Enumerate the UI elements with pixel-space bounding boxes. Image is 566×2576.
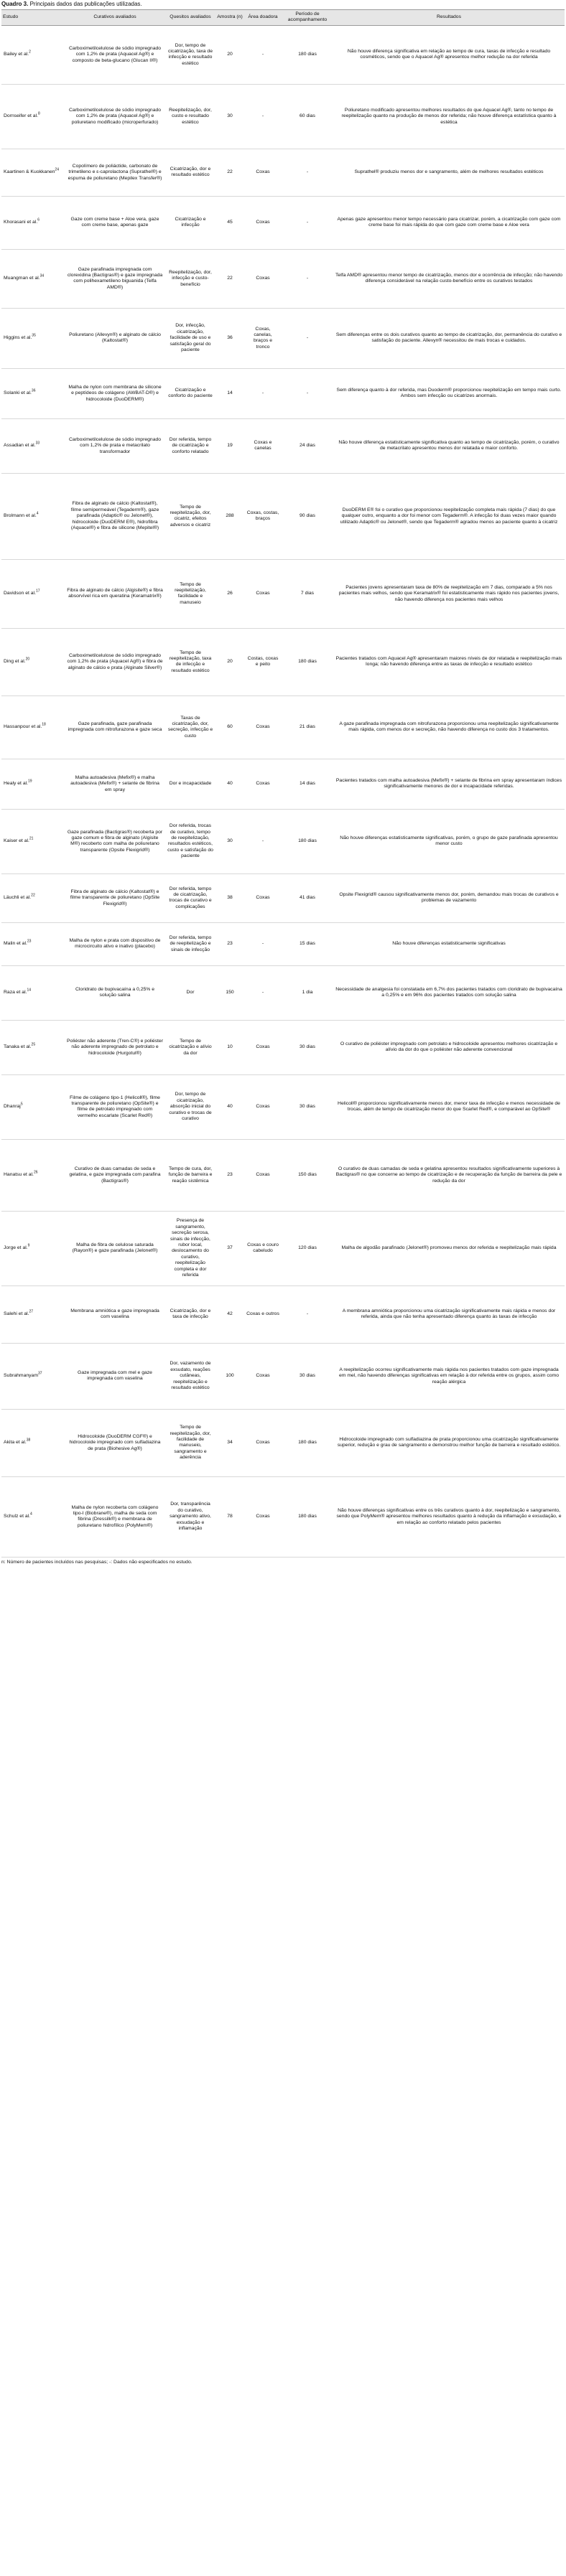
- cell-sample: 38: [215, 874, 244, 922]
- cell-criteria: Reepitelização, dor, custo e resultado estético: [165, 84, 215, 149]
- table-row: [1, 473, 565, 559]
- cell-dressings: Copolímero de poliáctide, carbonato de trimetileno e ε-caprolactona (Suprathel®) e espuma de poliuretano (Mepilex Transfer®): [65, 149, 165, 196]
- cell-sample: 34: [215, 1409, 244, 1476]
- cell-sample: 36: [215, 308, 244, 368]
- table-row: [1, 1020, 565, 1074]
- cell-study: [1, 874, 65, 922]
- cell-dressings: Carboximetilcelulose de sódio impregnado com 1,2% de prata (Aquacel Ag®) e composto de beta-glucano (Glucan II®): [65, 25, 165, 84]
- cell-sample: 37: [215, 1211, 244, 1285]
- cell-study: [1, 1020, 65, 1074]
- cell-period: 1 dia: [282, 965, 333, 1020]
- study-name: Akita et al.: [4, 1440, 27, 1446]
- cell-donor-area: Coxas: [244, 249, 282, 308]
- cell-study: [1, 809, 65, 874]
- cell-results: A membrana amniótica proporcionou uma cicatrização significativamente mais rápida e menos dor referida, ainda que não tenha apresentado diferença quanto às taxas de infecção: [333, 1285, 565, 1343]
- cell-dressings: Fibra de alginato de cálcio (Kaltostat®) e filme transparente de poliuretano (OpSite Flexigrid®): [65, 874, 165, 922]
- cell-criteria: Dor, infecção, cicatrização, facilidade de uso e satisfação geral do paciente: [165, 308, 215, 368]
- caption-text: Principais dados das publicações utilizadas.: [28, 1, 142, 7]
- study-name: Bailey et al.: [4, 52, 29, 57]
- study-ref: 36: [31, 388, 36, 393]
- study-name: Dornseifer et al.: [4, 113, 38, 119]
- cell-period: 90 dias: [282, 473, 333, 559]
- cell-period: 41 dias: [282, 874, 333, 922]
- table-row: [1, 308, 565, 368]
- header-study: Estudo: [1, 10, 65, 26]
- cell-study: [1, 559, 65, 628]
- cell-results: Helicoll® proporcionou significativamente menos dor, menor taxa de infecção e menos necessidade de trocas, além de tempo de cicatrização menor do que Scarlet Red®, e comparável ao OpSite®: [333, 1074, 565, 1139]
- cell-period: 30 dias: [282, 1074, 333, 1139]
- cell-period: 14 dias: [282, 759, 333, 809]
- header-results: Resultados: [333, 10, 565, 26]
- table-row: [1, 1074, 565, 1139]
- cell-sample: 40: [215, 759, 244, 809]
- cell-sample: 14: [215, 368, 244, 418]
- study-ref: 35: [32, 333, 36, 338]
- cell-results: A gaze parafinada impregnada com nitrofurazona proporcionou uma reepitelização significativamente mais rápida, com menos dor e secreção, não havendo diferença no custo dos 3 tratamentos.: [333, 695, 565, 759]
- cell-period: 30 dias: [282, 1020, 333, 1074]
- cell-criteria: Dor referida, tempo de cicatrização e conforto relatado: [165, 418, 215, 473]
- cell-donor-area: Coxas: [244, 1476, 282, 1557]
- cell-period: 24 dias: [282, 418, 333, 473]
- cell-criteria: Reepitelização, dor, infecção e custo-benefício: [165, 249, 215, 308]
- cell-results: Pacientes tratados com Aquacel Ag® apresentaram maiores níveis de dor relatada e reepitelização mais longa; não havendo diferença entre as taxas de infecção e resultado estético: [333, 628, 565, 695]
- cell-period: -: [282, 1285, 333, 1343]
- cell-donor-area: Coxas: [244, 1139, 282, 1211]
- cell-donor-area: Coxas: [244, 1409, 282, 1476]
- study-ref: 26: [33, 1170, 38, 1175]
- cell-dressings: Malha de nylon e prata com dispositivo de microcircuito ativo e inativo (placebo): [65, 922, 165, 965]
- cell-period: 150 dias: [282, 1139, 333, 1211]
- cell-study: [1, 368, 65, 418]
- cell-period: 21 dias: [282, 695, 333, 759]
- cell-results: Pacientes tratados com malha autoadesiva (Mefix®) + selante de fibrina em spray apresentaram índices significativamente menores de dor e incapacidade referidas.: [333, 759, 565, 809]
- cell-dressings: Gaze parafinada (Bactigras®) recoberta por gaze comum e fibra de alginato (Algisite M®) recoberto com malha de poliuretano transparente (Opsite Flexigrid®): [65, 809, 165, 874]
- cell-results: Sem diferença quanto à dor referida, mas Duoderm® proporcionou reepitelização em tempo mais curto. Ambos sem infecção ou cicatrizes anormais.: [333, 368, 565, 418]
- cell-criteria: Tempo de reepitelização, dor, facilidade de manuseio, sangramento e aderência: [165, 1409, 215, 1476]
- table-row: [1, 559, 565, 628]
- cell-dressings: Carboximetilcelulose de sódio impregnado com 1,2% de prata e metacrilato transformador: [65, 418, 165, 473]
- cell-dressings: Gaze parafinada impregnada com clorexidina (Bactigras®) e gaze impregnada com polihexametileno biguanida (Telfa AMD®): [65, 249, 165, 308]
- cell-sample: 22: [215, 149, 244, 196]
- cell-sample: 23: [215, 1139, 244, 1211]
- cell-sample: 30: [215, 809, 244, 874]
- cell-results: O curativo de poliéster impregnado com petrolato e hidrocoloide apresentou melhores cicatrização e alívio da dor do que o poliéster não aderente convencional: [333, 1020, 565, 1074]
- study-name: Assadian et al.: [4, 443, 36, 449]
- study-ref: 2: [29, 50, 31, 55]
- cell-sample: 22: [215, 249, 244, 308]
- cell-donor-area: Coxas: [244, 149, 282, 196]
- cell-results: Apenas gaze apresentou menor tempo necessário para cicatrizar, porém, a cicatrização com gaze com creme base foi mais rápida do que com gaze com creme base e Aloe vera: [333, 196, 565, 249]
- cell-period: -: [282, 149, 333, 196]
- cell-criteria: Dor, tempo de cicatrização, taxa de infecção e resultado estético: [165, 25, 215, 84]
- cell-criteria: Tempo de reepitelização, taxa de infecção e resultado estético: [165, 628, 215, 695]
- table-row: [1, 196, 565, 249]
- cell-dressings: Filme de colágeno tipo-1 (Helicoll®), filme transparente de poliuretano (OpSite®) e filme de petrolato impregnado com vermelho escarlate (Scarlet Red®): [65, 1074, 165, 1139]
- table-row: [1, 84, 565, 149]
- cell-criteria: Dor, tempo de cicatrização, absorção inicial do curativo e trocas de curativo: [165, 1074, 215, 1139]
- cell-results: Opsite Flexigrid® causou significativamente menos dor, porém, demandou mais trocas de curativos e problemas de vazamento: [333, 874, 565, 922]
- study-name: Jorge et al.: [4, 1245, 28, 1251]
- cell-results: Não houve diferenças estatisticamente significativas, porém, o grupo de gaze parafinada apresentou menor custo: [333, 809, 565, 874]
- table-row: [1, 25, 565, 84]
- header-criteria: Quesitos avaliados: [165, 10, 215, 26]
- cell-study: [1, 1409, 65, 1476]
- header-sample: Amostra (n): [215, 10, 244, 26]
- cell-dressings: Poliéster não aderente (Tren-C®) e poliéster não aderente impregnado de petrolato e hidrocoloide (Hurgotul®): [65, 1020, 165, 1074]
- cell-sample: 150: [215, 965, 244, 1020]
- cell-results: Não houve diferenças significativas entre os três curativos quanto à dor, reepitelização e sangramento, sendo que PolyMem® apresentou melhores resultados quanto à redução da inflamação e exsudação, e em relação ao conforto relatado pelos pacientes: [333, 1476, 565, 1557]
- cell-results: Não houve diferença significativa em relação ao tempo de cura, taxas de infecção e resultado cosméticos, sendo que o Aquacel Ag® apresentou melhor redução na dor referida: [333, 25, 565, 84]
- header-period: Período de acompanhamento: [282, 10, 333, 26]
- table-body: [1, 25, 565, 1557]
- cell-period: 180 dias: [282, 1476, 333, 1557]
- study-name: Malin et al.: [4, 941, 27, 947]
- cell-study: [1, 84, 65, 149]
- cell-study: [1, 249, 65, 308]
- study-ref: 24: [55, 167, 59, 172]
- cell-period: 180 dias: [282, 628, 333, 695]
- study-name: Higgins et al.: [4, 335, 32, 341]
- table-caption: [1, 0, 565, 9]
- study-name: Hassanpour et al.: [4, 724, 42, 730]
- cell-results: Sem diferenças entre os dois curativos quanto ao tempo de cicatrização, dor, permanência do curativo e satisfação do paciente. Allevyn® necessitou de mais trocas e cuidados.: [333, 308, 565, 368]
- table-row: [1, 922, 565, 965]
- table-row: [1, 249, 565, 308]
- cell-criteria: Presença de sangramento, secreção serosa, sinais de infecção, rubor local, deslocamento do curativo, reepitelização completa e dor referida: [165, 1211, 215, 1285]
- cell-dressings: Poliuretano (Allevyn®) e alginato de cálcio (Kaltostat®): [65, 308, 165, 368]
- study-ref: 19: [28, 779, 32, 784]
- cell-results: Não houve diferença estatisticamente significativa quanto ao tempo de cicatrização, porém, o curativo de metacrilato apresentou menos dor relatada e maior conforto.: [333, 418, 565, 473]
- cell-donor-area: Coxas: [244, 874, 282, 922]
- cell-dressings: Cloridrato de bupivacaína a 0,25% e solução salina: [65, 965, 165, 1020]
- study-ref: 37: [37, 1371, 42, 1376]
- cell-sample: 288: [215, 473, 244, 559]
- cell-period: 7 dias: [282, 559, 333, 628]
- study-ref: 22: [31, 893, 35, 898]
- study-name: Khorasani et al.: [4, 220, 38, 225]
- cell-criteria: Tempo de reepitelização, facilidade e manuseio: [165, 559, 215, 628]
- cell-study: [1, 418, 65, 473]
- study-name: Subrahmanyam: [4, 1373, 38, 1379]
- study-name: Kaartinen & Kuokkanen: [4, 169, 55, 175]
- cell-dressings: Membrana amniótica e gaze impregnada com vaselina: [65, 1285, 165, 1343]
- cell-dressings: Curativo de duas camadas de seda e gelatina, e gaze impregnada com parafina (Bactigras®): [65, 1139, 165, 1211]
- study-ref: 4: [30, 1512, 32, 1517]
- cell-donor-area: -: [244, 368, 282, 418]
- cell-donor-area: Coxas: [244, 196, 282, 249]
- cell-criteria: Cicatrização, dor e resultado estético: [165, 149, 215, 196]
- cell-dressings: Malha de nylon recoberta com colágeno tipo-I (Biobrane®), malha de seda com fibrina (Dressilk®) e membrana de poliuretano hidrofílico (PolyMem®): [65, 1476, 165, 1557]
- study-ref: 9: [27, 1243, 30, 1248]
- cell-period: 120 dias: [282, 1211, 333, 1285]
- table-row: [1, 368, 565, 418]
- cell-criteria: Cicatrização, dor e taxa de infecção: [165, 1285, 215, 1343]
- cell-results: Hidrocoloide impregnado com sulfadiazina de prata proporcionou uma cicatrização significativamente superior, redução e grau de sangramento e demonstrou melhor função de barreira e resultado estético.: [333, 1409, 565, 1476]
- table-row: [1, 1409, 565, 1476]
- cell-criteria: Dor referida, tempo de cicatrização, trocas de curativo e complicações: [165, 874, 215, 922]
- cell-results: A reepitelização ocorreu significativamente mais rápida nos pacientes tratados com gaze impregnada em mel, não havendo diferenças significativas em relação à dor referida entre os grupos, assim como reação alérgica: [333, 1343, 565, 1409]
- study-ref: 17: [35, 589, 40, 594]
- cell-donor-area: -: [244, 84, 282, 149]
- study-name: Tanaka et al.: [4, 1044, 32, 1050]
- cell-study: [1, 1343, 65, 1409]
- cell-donor-area: -: [244, 965, 282, 1020]
- cell-sample: 20: [215, 628, 244, 695]
- table-row: [1, 1476, 565, 1557]
- cell-donor-area: Coxas: [244, 1074, 282, 1139]
- cell-study: [1, 1211, 65, 1285]
- study-ref: 8: [37, 111, 40, 116]
- study-name: Healy et al.: [4, 781, 29, 787]
- cell-sample: 23: [215, 922, 244, 965]
- cell-criteria: Cicatrização e conforto do paciente: [165, 368, 215, 418]
- study-ref: 18: [42, 722, 46, 727]
- cell-donor-area: -: [244, 25, 282, 84]
- cell-dressings: Carboximetilcelulose de sódio impregnado com 1,2% de prata (Aquacel Ag®) e fibra de alginato de cálcio e prata (Alginate Silver®): [65, 628, 165, 695]
- cell-period: -: [282, 196, 333, 249]
- cell-study: [1, 1074, 65, 1139]
- cell-dressings: Fibra de alginato de cálcio (Algisite®) e fibra absorvível rica em queratina (Keramatrix®): [65, 559, 165, 628]
- cell-donor-area: Coxas, canelas, braços e tronco: [244, 308, 282, 368]
- cell-sample: 60: [215, 695, 244, 759]
- cell-period: 30 dias: [282, 1343, 333, 1409]
- cell-donor-area: Coxas: [244, 695, 282, 759]
- cell-study: [1, 25, 65, 84]
- cell-period: 180 dias: [282, 1409, 333, 1476]
- cell-donor-area: -: [244, 809, 282, 874]
- cell-sample: 30: [215, 84, 244, 149]
- table-row: [1, 695, 565, 759]
- table-header-row: [1, 10, 565, 26]
- cell-dressings: Hidrocoloide (DuoDERM CGF®) e hidrocoloide impregnado com sulfadiazina de prata (Biohesive Ag®): [65, 1409, 165, 1476]
- publications-table: [1, 9, 565, 1558]
- cell-donor-area: Coxas e outros: [244, 1285, 282, 1343]
- cell-period: 15 dias: [282, 922, 333, 965]
- study-ref: 34: [40, 273, 45, 278]
- cell-results: DuoDERM E® foi o curativo que proporcionou reepitelização completa mais rápida (7 dias) do que qualquer outro, enquanto a dor foi menor com Tegaderm®. A infecção foi duas vezes maior quando utilizado Adaptic® ou Jelonet®, sendo que Tegaderm® agradou menos ao paciente quanto à cicatriz: [333, 473, 565, 559]
- cell-donor-area: -: [244, 922, 282, 965]
- cell-donor-area: Costas, coxas e peito: [244, 628, 282, 695]
- table-row: [1, 1139, 565, 1211]
- table-row: [1, 418, 565, 473]
- caption-label: Quadro 3.: [1, 1, 29, 7]
- cell-dressings: Fibra de alginato de cálcio (Kaltostat®), filme semipermeável (Tegaderm®), gaze parafinada (Adaptic® ou Jelonet®), hidrocoloide (DuoDERM E®), hidrofibra (Aquacel®) e fibra de silicone (Mepitel®): [65, 473, 165, 559]
- study-ref: 14: [27, 988, 32, 993]
- cell-sample: 10: [215, 1020, 244, 1074]
- cell-criteria: Dor, vazamento de exsudato, reações cutâneas, reepitelização e resultado estético: [165, 1343, 215, 1409]
- study-ref: 27: [29, 1309, 34, 1314]
- cell-study: [1, 196, 65, 249]
- study-name: Läuchli et al.: [4, 895, 32, 901]
- cell-donor-area: Coxas: [244, 1343, 282, 1409]
- table-row: [1, 149, 565, 196]
- cell-sample: 20: [215, 25, 244, 84]
- study-ref: 4: [36, 511, 39, 516]
- study-ref: 23: [27, 939, 32, 944]
- cell-results: Poliuretano modificado apresentou melhores resultados do que Aquacel Ag®, tanto no tempo de reepitelização quanto na produção de menos dor referida; não houve diferença estatística quanto à estética: [333, 84, 565, 149]
- cell-period: 180 dias: [282, 809, 333, 874]
- cell-study: [1, 308, 65, 368]
- header-dressings: Curativos avaliados: [65, 10, 165, 26]
- cell-donor-area: Coxas: [244, 759, 282, 809]
- cell-period: 180 dias: [282, 25, 333, 84]
- cell-study: [1, 1285, 65, 1343]
- study-ref: 21: [29, 836, 34, 841]
- cell-criteria: Tempo de reepitelização, dor, cicatriz, efeitos adversos e cicatriz: [165, 473, 215, 559]
- study-name: Solanki et al.: [4, 390, 32, 396]
- cell-criteria: Dor referida, tempo de reepitelização e sinais de infecção: [165, 922, 215, 965]
- study-name: Davidson et al.: [4, 591, 36, 596]
- study-ref: 25: [31, 1042, 36, 1047]
- cell-results: Necessidade de analgesia foi constatada em 6,7% dos pacientes tratados com cloridrato de bupivacaína a 0,25% e em 96% dos pacientes tratados com solução salina: [333, 965, 565, 1020]
- cell-donor-area: Coxas e canelas: [244, 418, 282, 473]
- study-name: Hanatsu et al.: [4, 1172, 34, 1178]
- cell-study: [1, 695, 65, 759]
- study-name: Salehi et al.: [4, 1311, 29, 1317]
- study-ref: 38: [26, 1438, 31, 1443]
- cell-donor-area: Coxas, costas, braços: [244, 473, 282, 559]
- cell-results: O curativo de duas camadas de seda e gelatina apresentou resultados significativamente superiores à Bactigras® no que concerne ao tempo de cicatrização e de recuperação da função de barreira da pele e redução da dor: [333, 1139, 565, 1211]
- study-name: Brolmann et al.: [4, 513, 37, 519]
- cell-study: [1, 473, 65, 559]
- cell-sample: 26: [215, 559, 244, 628]
- study-name: Schulz et al.: [4, 1514, 31, 1519]
- cell-donor-area: Coxas e couro cabeludo: [244, 1211, 282, 1285]
- cell-criteria: Tempo de cura, dor, função de barreira e reação sistêmica: [165, 1139, 215, 1211]
- cell-period: 60 dias: [282, 84, 333, 149]
- cell-sample: 100: [215, 1343, 244, 1409]
- table-row: [1, 965, 565, 1020]
- cell-results: Malha de algodão parafinado (Jelonet®) promoveu menos dor referida e reepitelização mais rápida: [333, 1211, 565, 1285]
- cell-dressings: Gaze impregnada com mel e gaze impregnada com vaselina: [65, 1343, 165, 1409]
- study-ref: 20: [25, 657, 30, 662]
- cell-criteria: Dor e incapacidade: [165, 759, 215, 809]
- cell-study: [1, 759, 65, 809]
- cell-dressings: Malha de fibra de celulose saturada (Rayon®) e gaze parafinada (Jelonet®): [65, 1211, 165, 1285]
- cell-criteria: Taxas de cicatrização, dor, secreção, infecção e custo: [165, 695, 215, 759]
- table-row: [1, 874, 565, 922]
- table-footnote: n: Número de pacientes incluídos nas pesquisas; -: Dados não especificados no estudo.: [1, 1559, 192, 1565]
- study-name: Ding et al.: [4, 659, 26, 665]
- study-ref: 5: [20, 1102, 23, 1107]
- cell-study: [1, 149, 65, 196]
- cell-sample: 19: [215, 418, 244, 473]
- table-row: [1, 759, 565, 809]
- cell-donor-area: Coxas: [244, 559, 282, 628]
- cell-criteria: Tempo de cicatrização e alívio da dor: [165, 1020, 215, 1074]
- cell-study: [1, 922, 65, 965]
- cell-study: [1, 1139, 65, 1211]
- cell-study: [1, 1476, 65, 1557]
- study-name: Raza et al.: [4, 990, 27, 996]
- cell-dressings: Gaze parafinada, gaze parafinada impregnada com nitrofurazona e gaze seca: [65, 695, 165, 759]
- cell-dressings: Carboximetilcelulose de sódio impregnado com 1,2% de prata (Aquacel Ag®) e poliuretano modificado (microperfurado): [65, 84, 165, 149]
- cell-dressings: Malha autoadesiva (Mefix®) e malha autoadesiva (Mefix®) + selante de fibrina em spray: [65, 759, 165, 809]
- cell-period: -: [282, 368, 333, 418]
- cell-criteria: Dor: [165, 965, 215, 1020]
- cell-results: Suprathel® produziu menos dor e sangramento, além de melhores resultados estéticos: [333, 149, 565, 196]
- table-row: [1, 1343, 565, 1409]
- table-row: [1, 1285, 565, 1343]
- cell-period: -: [282, 249, 333, 308]
- study-name: Muangman et al.: [4, 276, 40, 281]
- cell-sample: 78: [215, 1476, 244, 1557]
- study-ref: 6: [37, 217, 40, 223]
- header-donor-area: Área doadora: [244, 10, 282, 26]
- study-ref: 33: [35, 441, 40, 446]
- cell-donor-area: Coxas: [244, 1020, 282, 1074]
- table-row: [1, 1211, 565, 1285]
- cell-results: Pacientes jovens apresentaram taxa de 80% de reepitelização em 7 dias, comparado a 5% nos pacientes mais velhos, sendo que Keramatrix® foi estatisticamente mais rápido nos pacientes jovens, não havendo diferença nos pacientes mais velhos: [333, 559, 565, 628]
- cell-dressings: Malha de nylon com membrana de silicone e peptídeos de colágeno (AWBAT-D®) e hidrocoloide (DuoDERM®): [65, 368, 165, 418]
- cell-results: Telfa AMD® apresentou menor tempo de cicatrização, menos dor e ocorrência de infecção; não havendo diferença considerável na relação custo-benefício entre os curativos testados: [333, 249, 565, 308]
- cell-study: [1, 628, 65, 695]
- cell-criteria: Dor referida, trocas de curativo, tempo de reepitelização, resultados estéticos, custo e satisfação do paciente: [165, 809, 215, 874]
- cell-sample: 42: [215, 1285, 244, 1343]
- cell-sample: 45: [215, 196, 244, 249]
- cell-period: -: [282, 308, 333, 368]
- cell-results: Não houve diferenças estatisticamente significativas: [333, 922, 565, 965]
- table-row: [1, 809, 565, 874]
- cell-sample: 40: [215, 1074, 244, 1139]
- study-name: Kaiser et al.: [4, 838, 29, 844]
- table-row: [1, 628, 565, 695]
- cell-study: [1, 965, 65, 1020]
- cell-dressings: Gaze com creme base + Aloe vera, gaze com creme base, apenas gaze: [65, 196, 165, 249]
- cell-criteria: Dor, transparência do curativo, sangramento ativo, exsudação e inflamação: [165, 1476, 215, 1557]
- cell-criteria: Cicatrização e infecção: [165, 196, 215, 249]
- study-name: Dhanraj: [4, 1104, 21, 1110]
